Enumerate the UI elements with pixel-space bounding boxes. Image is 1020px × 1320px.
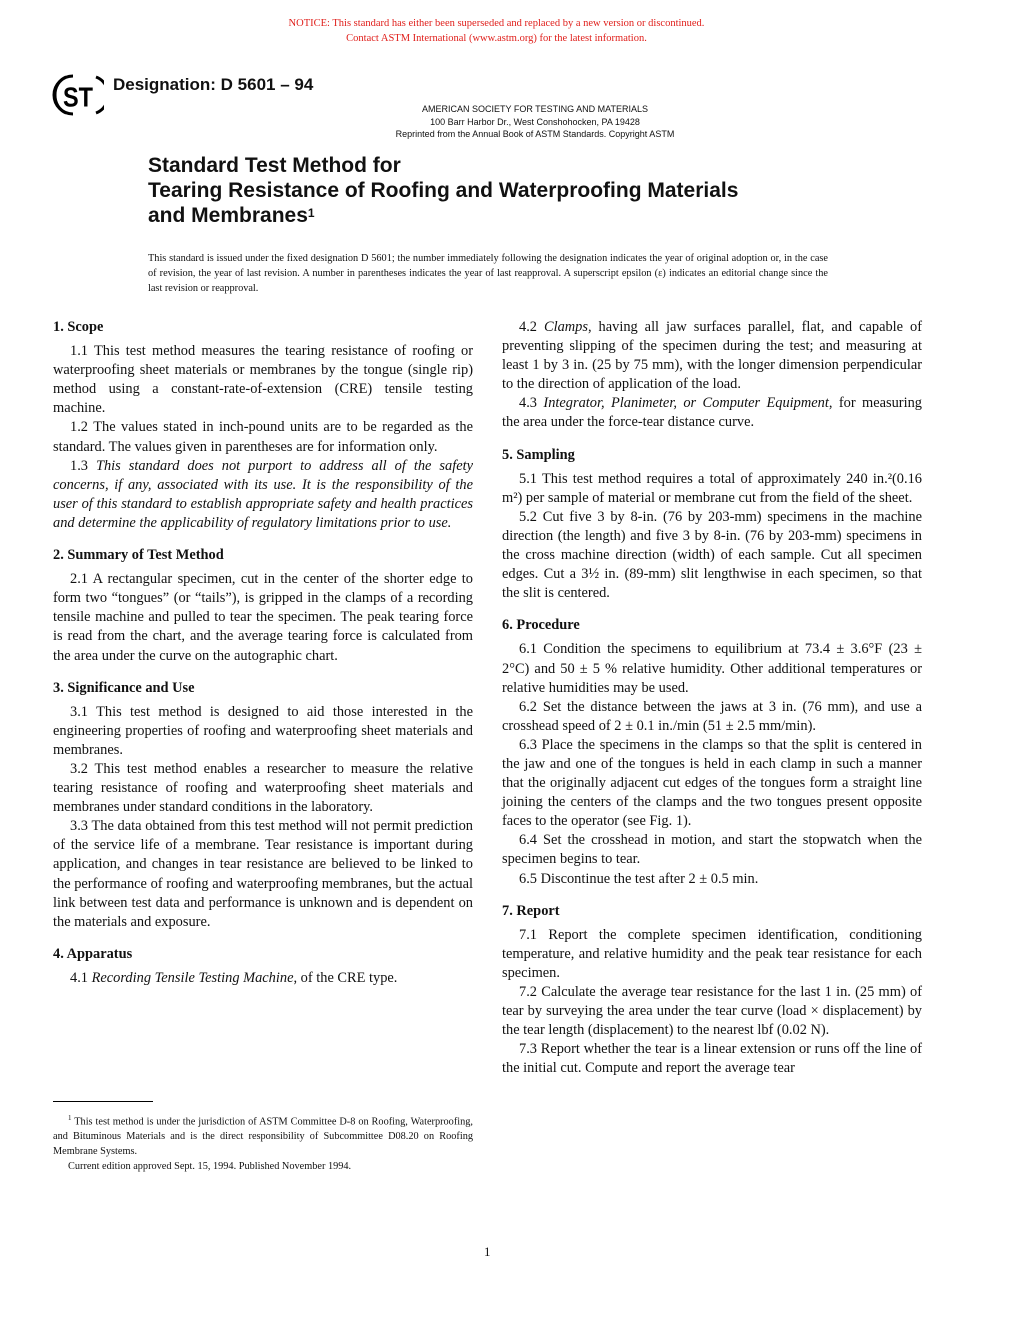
paragraph-text: Discontinue the test after 2 ± 0.5 min. xyxy=(540,870,759,887)
paragraph xyxy=(502,470,922,508)
paragraph-text: , having all jaw surfaces parallel, flat, and capable of preventing slipping of the specimen during the test; and measuring at least 1 by 3 in. (25 by 75 mm), with the longer dimension perpendicular to the direction of application of the load. xyxy=(502,319,922,393)
section-heading xyxy=(53,679,473,698)
paragraph-italic-text: Integrator, Planimeter, or Computer Equipment xyxy=(543,395,829,412)
paragraph xyxy=(502,926,922,983)
section-title: Significance and Use xyxy=(67,679,195,696)
section-heading xyxy=(502,616,922,635)
footnote-divider xyxy=(53,1101,153,1102)
paragraph-text: Report whether the tear is a linear extension or runs off the line of the initial cut. Compute and report the average tear xyxy=(502,1041,922,1077)
paragraph-text: This test method is designed to aid those interested in the engineering properties of roofing and waterproofing sheet materials and membranes. xyxy=(53,703,474,758)
paragraph xyxy=(502,508,922,603)
paragraph-number: 6.4 xyxy=(519,832,537,849)
paragraph xyxy=(502,983,922,1040)
title-line-1: Standard Test Method for xyxy=(148,154,401,177)
paragraph-text: This test method requires a total of approximately 240 in.²(0.16 m²) per sample of material or membrane cut from the field of the sheet. xyxy=(502,470,922,506)
paragraph-text: This test method measures the tearing resistance of roofing or waterproofing sheet materials or membranes by the tongue (single rip) method using a constant-rate-of-extension (CRE) tensile testing machine. xyxy=(53,343,473,417)
section-title: Report xyxy=(516,902,560,919)
paragraph-number: 5.1 xyxy=(519,470,537,487)
section-title: Sampling xyxy=(516,446,575,463)
society-address: 100 Barr Harbor Dr., West Conshohocken, PA 19428 xyxy=(430,116,640,127)
issuance-note: This standard is issued under the fixed designation D 5601; the number immediately following the designation indicates the year of original adoption or, in the case of revision, the year of last revision. A number in parentheses indicates the year of last reapproval. A superscript epsilon (ε) indicates an editorial change since the last revision or reapproval. xyxy=(148,253,828,294)
paragraph-number: 3.3 xyxy=(70,818,88,835)
section-number: 7. xyxy=(502,902,513,919)
paragraph-number: 7.3 xyxy=(519,1041,537,1058)
paragraph-text: Cut five 3 by 8-in. (76 by 203-mm) specimens in the machine direction (the length) and five 3 by 8-in. (76 by 203-mm) specimens in the cross machine direction (width) of each sample. Cut all specimen edges. Cut a 3½ in. (89-mm) slit lengthwise in each specimen, so that the slit is centered. xyxy=(502,508,922,602)
section-heading xyxy=(53,318,473,337)
paragraph-number: 1.3 xyxy=(70,457,88,474)
section-title: Scope xyxy=(67,319,104,335)
paragraph-number: 6.1 xyxy=(519,641,537,658)
paragraph xyxy=(53,418,473,456)
paragraph xyxy=(53,342,473,418)
paragraph-number: 3.2 xyxy=(70,760,88,777)
section-heading xyxy=(502,902,922,921)
paragraph-text: Calculate the average tear resistance for the last 1 in. (25 mm) of tear by surveying the area under the tear curve (load × displacement) by the tear length (displacement) to the nearest lbf (0.02 N). xyxy=(502,984,922,1039)
reprint-note: Reprinted from the Annual Book of ASTM Standards. Copyright ASTM xyxy=(395,129,675,139)
paragraph-text: Report the complete specimen identification, conditioning temperature, and relative humidity and the peak tear resistance for each specimen. xyxy=(502,926,922,981)
section-number: 2. xyxy=(53,547,64,564)
footnote-edition: Current edition approved Sept. 15, 1994. Published November 1994. xyxy=(68,1161,352,1173)
paragraph xyxy=(502,870,922,889)
section-number: 6. xyxy=(502,617,513,634)
paragraph-text: Condition the specimens to equilibrium at 73.4 ± 3.6°F (23 ± 2°C) and 50 ± 5 % relative humidity. Other additional temperatures or relative humidities may be used. xyxy=(502,641,922,696)
paragraph xyxy=(53,703,473,760)
section-title: Apparatus xyxy=(66,945,133,962)
right-column xyxy=(502,318,922,1078)
svg-text:ST: ST xyxy=(63,82,93,114)
paragraph xyxy=(502,640,922,697)
title-line-2: Tearing Resistance of Roofing and Waterproofing Materials xyxy=(148,179,739,202)
notice-line-1: NOTICE: This standard has either been superseded and replaced by a new version or discontinued. xyxy=(288,18,705,29)
paragraph-text: , of the CRE type. xyxy=(293,969,398,986)
paragraph xyxy=(502,831,922,869)
paragraph xyxy=(53,969,473,988)
paragraph xyxy=(53,457,473,533)
section-number: 5. xyxy=(502,446,513,463)
title-line-3: and Membranes xyxy=(148,204,308,227)
supersession-notice xyxy=(0,17,993,46)
footnote xyxy=(53,1111,473,1174)
paragraph-number: 2.1 xyxy=(70,571,88,588)
paragraph-number: 6.3 xyxy=(519,736,537,753)
paragraph-number: 4.1 xyxy=(70,969,88,986)
paragraph xyxy=(502,1040,922,1078)
paragraph-text: Place the specimens in the clamps so that the split is centered in the jaw and one of the tongues is held in each clamp in such a manner that the originally adjacent cut edges of the tongues form a straight line joining the centers of the clamps and the two tongues present opposite faces to the operator (see Fig. 1). xyxy=(502,736,922,830)
section-title: Summary of Test Method xyxy=(67,547,224,564)
document-title xyxy=(148,153,738,228)
paragraph-text: This test method enables a researcher to measure the relative tearing resistance of roofing and waterproofing sheet materials and membranes under standard conditions in the laboratory. xyxy=(53,760,473,816)
paragraph xyxy=(53,570,473,665)
designation: Designation: D 5601 – 94 xyxy=(113,75,314,94)
section-number: 3. xyxy=(53,679,64,696)
paragraph-text: Set the distance between the jaws at 3 in. (76 mm), and use a crosshead speed of 2 ± 0.1 in./min (51 ± 2.5 mm/min). xyxy=(502,698,922,734)
section-heading xyxy=(53,945,473,964)
paragraph-number: 5.2 xyxy=(519,508,537,525)
footnote-mark: 1 xyxy=(68,1114,72,1122)
paragraph-text: , for measuring the area under the force-tear distance curve. xyxy=(502,395,922,431)
paragraph-text: The values stated in inch-pound units are to be regarded as the standard. The values given in parentheses are for information only. xyxy=(53,419,474,455)
section-heading xyxy=(502,446,922,465)
paragraph-number: 7.1 xyxy=(519,926,537,943)
paragraph xyxy=(502,318,922,394)
paragraph-text: Set the crosshead in motion, and start the stopwatch when the specimen begins to tear. xyxy=(502,832,922,868)
paragraph-italic-text: Clamps xyxy=(543,319,588,335)
paragraph-text: The data obtained from this test method will not permit prediction of the service life of a membrane. Tear resistance is important during application, and changes in tear resistance are believed to be linked to the performance of roofing and waterproofing membranes, but the actual link between test data and performance is unknown and is dependent on the materials and exposure. xyxy=(53,818,473,930)
title-footnote-mark: 1 xyxy=(307,206,315,220)
society-block xyxy=(330,103,740,141)
paragraph-number: 4.2 xyxy=(519,319,537,335)
paragraph xyxy=(502,698,922,736)
astm-logo xyxy=(52,74,104,116)
paragraph-number: 1.2 xyxy=(70,419,88,436)
paragraph-italic-text: Recording Tensile Testing Machine xyxy=(91,969,294,986)
society-name: AMERICAN SOCIETY FOR TESTING AND MATERIALS xyxy=(421,104,649,114)
paragraph-number: 3.1 xyxy=(70,703,88,720)
paragraph xyxy=(53,817,473,932)
left-column xyxy=(53,318,473,988)
section-number: 4. xyxy=(53,945,64,962)
section-title: Procedure xyxy=(516,617,580,634)
section-heading xyxy=(53,546,473,565)
section-number: 1. xyxy=(53,319,64,335)
paragraph-number: 1.1 xyxy=(70,343,88,360)
paragraph-text: A rectangular specimen, cut in the center of the shorter edge to form two “tongues” (or “tails”), is gripped in the clamps of a recording tensile machine and pulled to tear the specimen. The peak tearing force is read from the chart, and the average tearing force is calculated from the area under the curve on the autographic chart. xyxy=(53,571,473,664)
paragraph-number: 6.2 xyxy=(519,698,537,715)
footnote-text: This test method is under the jurisdiction of ASTM Committee D-8 on Roofing, Waterproofing, and Bituminous Materials and is the direct responsibility of Subcommittee D08.20 on Roofing Membrane Systems. xyxy=(53,1116,473,1158)
paragraph-italic-text: This standard does not purport to address all of the safety concerns, if any, associated with its use. It is the responsibility of the user of this standard to establish appropriate safety and health practices and determine the applicability of regulatory limitations prior to use. xyxy=(53,457,473,531)
paragraph-number: 7.2 xyxy=(519,984,537,1000)
paragraph xyxy=(502,736,922,831)
paragraph xyxy=(53,760,473,817)
paragraph xyxy=(502,394,922,432)
page-number: 1 xyxy=(484,1244,491,1259)
notice-line-2: Contact ASTM International (www.astm.org) for the latest information. xyxy=(346,32,647,44)
paragraph-number: 6.5 xyxy=(519,870,537,887)
paragraph-number: 4.3 xyxy=(519,395,537,412)
